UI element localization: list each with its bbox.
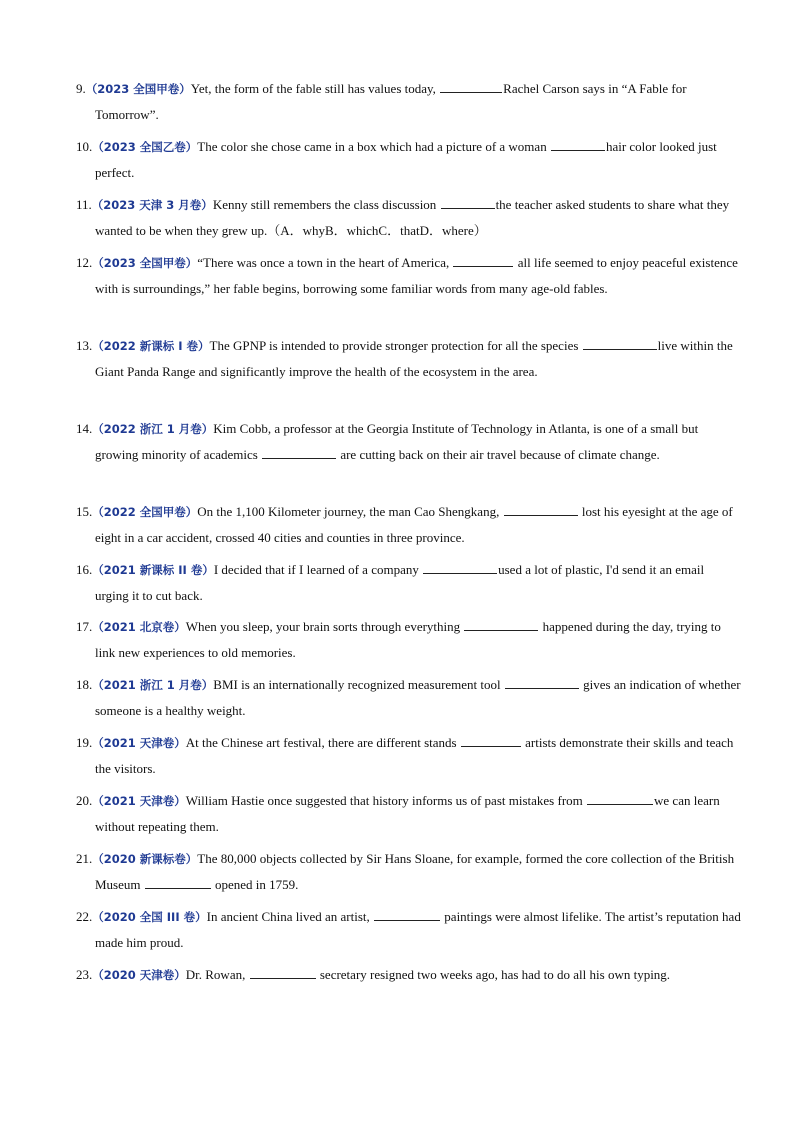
question-text-after: happened during the day, trying to link new experiences to old memories.: [95, 619, 721, 660]
question-number: 9.: [76, 81, 86, 96]
question-number: 10.: [76, 139, 93, 154]
question-text-after: Rachel Carson says in “A Fable for Tomorrow”.: [95, 81, 687, 122]
question-text-after: all life seemed to enjoy peaceful existence with is surroundings,” her fable begins, borrowing some familiar words from many age-old fables.: [95, 255, 738, 296]
question-number: 22.: [76, 909, 93, 924]
question-text-before: The color she chose came in a box which had a picture of a woman: [197, 139, 550, 154]
question-text-before: Kim Cobb, a professor at the Georgia Institute of Technology in Atlanta, is one of a small but growing minority of academics: [95, 421, 699, 462]
question-number: 11.: [76, 197, 92, 212]
answer-blank[interactable]: [464, 617, 538, 631]
question-text-after: we can learn without repeating them.: [95, 793, 720, 834]
question-text-before: On the 1,100 Kilometer journey, the man Cao Shengkang,: [197, 504, 503, 519]
question-23: [76, 962, 741, 988]
question-12: [76, 250, 741, 301]
answer-blank[interactable]: [423, 560, 497, 574]
question-22: [76, 904, 741, 955]
question-9: [76, 76, 741, 127]
question-source: （2020 全国 III 卷）: [92, 910, 207, 924]
answer-blank[interactable]: [250, 965, 316, 979]
answer-blank[interactable]: [505, 675, 579, 689]
question-source: （2023 全国甲卷）: [85, 82, 191, 96]
question-source: （2023 全国乙卷）: [92, 140, 198, 154]
question-18: [76, 672, 741, 723]
question-number: 21.: [76, 851, 93, 866]
question-text-before: “There was once a town in the heart of America,: [197, 255, 453, 270]
question-19: [76, 730, 741, 781]
question-text-after: live within the Giant Panda Range and significantly improve the health of the ecosystem in the area.: [95, 338, 733, 379]
answer-blank[interactable]: [453, 253, 513, 267]
answer-blank[interactable]: [145, 875, 211, 889]
question-text-after: used a lot of plastic, I'd send it an email urging it to cut back.: [95, 562, 705, 603]
question-21: [76, 846, 741, 897]
answer-blank[interactable]: [461, 733, 521, 747]
question-text-after: artists demonstrate their skills and teach the visitors.: [95, 735, 734, 776]
answer-blank[interactable]: [583, 336, 657, 350]
question-text-before: BMI is an internationally recognized measurement tool: [213, 677, 504, 692]
question-number: 18.: [76, 677, 93, 692]
question-number: 14.: [76, 421, 93, 436]
question-number: 20.: [76, 793, 93, 808]
question-11: [76, 192, 741, 243]
question-number: 19.: [76, 735, 93, 750]
answer-blank[interactable]: [441, 195, 495, 209]
answer-blank[interactable]: [262, 445, 336, 459]
answer-blank[interactable]: [551, 137, 605, 151]
question-source: （2023 全国甲卷）: [92, 256, 198, 270]
question-number: 23.: [76, 967, 93, 982]
question-text-before: William Hastie once suggested that history informs us of past mistakes from: [185, 793, 587, 808]
question-source: （2021 天津卷）: [92, 794, 186, 808]
answer-blank[interactable]: [374, 907, 440, 921]
question-source: （2022 新课标 I 卷）: [92, 339, 210, 353]
question-text-before: At the Chinese art festival, there are different stands: [185, 735, 460, 750]
question-source: （2021 浙江 1 月卷）: [92, 678, 214, 692]
question-number: 16.: [76, 562, 93, 577]
question-text-after: secretary resigned two weeks ago, has had to do all his own typing.: [316, 967, 671, 982]
question-14: [76, 416, 741, 467]
question-text-before: Yet, the form of the fable still has values today,: [190, 81, 440, 96]
question-number: 13.: [76, 338, 93, 353]
question-text-before: The 80,000 objects collected by Sir Hans Sloane, for example, formed the core collection of the British Museum: [95, 851, 735, 892]
question-source: （2021 新课标 II 卷）: [92, 563, 214, 577]
question-number: 15.: [76, 504, 93, 519]
question-text-after: paintings were almost lifelike. The artist’s reputation had made him proud.: [95, 909, 741, 950]
question-source: （2022 浙江 1 月卷）: [92, 422, 214, 436]
question-text-after: the teacher asked students to share what they wanted to be when they grew up.（A．whyB．whichC．thatD．where）: [95, 197, 730, 238]
question-text-before: Kenny still remembers the class discussion: [212, 197, 440, 212]
question-text-after: lost his eyesight at the age of eight in a car accident, crossed 40 cities and counties in three province.: [95, 504, 733, 545]
question-text-after: gives an indication of whether someone is a healthy weight.: [95, 677, 741, 718]
question-15: [76, 499, 741, 550]
question-text-before: I decided that if I learned of a company: [213, 562, 423, 577]
answer-blank[interactable]: [504, 502, 578, 516]
question-13: [76, 333, 741, 384]
question-source: （2021 天津卷）: [92, 736, 186, 750]
question-text-after: hair color looked just perfect.: [95, 139, 717, 180]
question-20: [76, 788, 741, 839]
answer-blank[interactable]: [587, 791, 653, 805]
question-text-before: In ancient China lived an artist,: [206, 909, 374, 924]
question-10: [76, 134, 741, 185]
question-text-after: opened in 1759.: [211, 877, 299, 892]
question-text-after: are cutting back on their air travel because of climate change.: [337, 447, 660, 462]
question-number: 17.: [76, 619, 93, 634]
question-source: （2021 北京卷）: [92, 620, 186, 634]
question-source: （2020 天津卷）: [92, 968, 186, 982]
question-source: （2022 全国甲卷）: [92, 505, 198, 519]
answer-blank[interactable]: [440, 79, 502, 93]
question-text-before: The GPNP is intended to provide stronger protection for all the species: [209, 338, 582, 353]
question-text-before: When you sleep, your brain sorts through everything: [185, 619, 464, 634]
question-source: （2023 天津 3 月卷）: [91, 198, 213, 212]
question-number: 12.: [76, 255, 93, 270]
question-text-before: Dr. Rowan,: [185, 967, 249, 982]
question-16: [76, 557, 741, 608]
question-source: （2020 新课标卷）: [92, 852, 198, 866]
question-17: [76, 614, 741, 665]
